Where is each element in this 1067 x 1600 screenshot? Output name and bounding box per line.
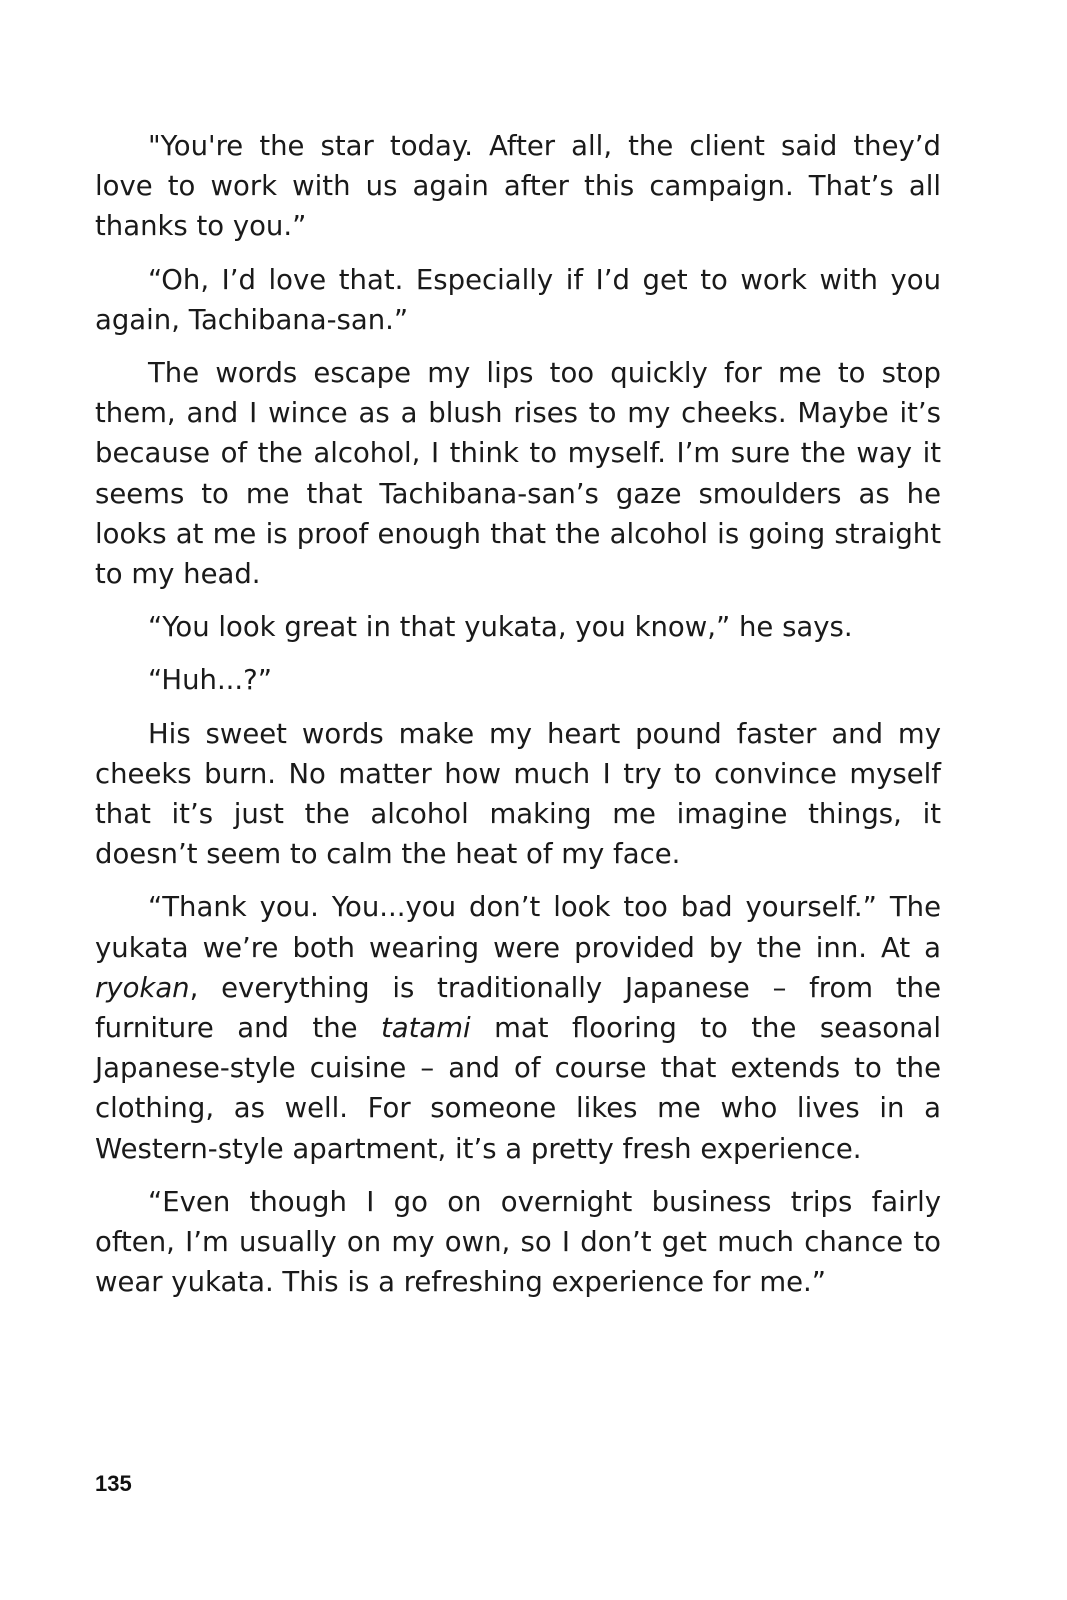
body-text: [95, 126, 941, 1315]
paragraph-2: “Oh, I’d love that. Especially if I’d get to work with you again, Tachibana-san.”: [95, 263, 941, 336]
paragraph-6: His sweet words make my heart pound faster and my cheeks burn. No matter how much I try to convince myself that it’s just the alcohol making me imagine things, it doesn’t seem to calm the heat of my face.: [95, 717, 941, 871]
paragraph-3: The words escape my lips too quickly for me to stop them, and I wince as a blush rises to my cheeks. Maybe it’s because of the alcohol, I think to myself. I’m sure the way it seems to me that Tachibana-san’s gaze smoulders as he looks at me is proof enough that the alcohol is going straight to my head.: [95, 357, 941, 591]
italic-term-tatami: tatami: [381, 1012, 471, 1045]
paragraph-4: “You look great in that yukata, you know,” he says.: [148, 611, 853, 644]
paragraph-5: “Huh...?”: [148, 664, 273, 697]
paragraph-8: “Even though I go on overnight business trips fairly often, I’m usually on my own, so I don’t get much chance to wear yukata. This is a refreshing experience for me.”: [95, 1185, 941, 1299]
paragraph-7: “Thank you. You...you don’t look too bad yourself.” The yukata we’re both wearing were provided by the inn. At a ryokan, everything is traditionally Japanese – from the furniture and the tatami mat flooring to the seasonal Japanese-style cuisine – and of course that extends to the clothing, as well. For someone likes me who lives in a Western-style apartment, it’s a pretty fresh experience.: [95, 891, 941, 1165]
italic-term-ryokan: ryokan: [95, 971, 190, 1004]
page-number: 135: [95, 1471, 132, 1496]
paragraph-1: "You're the star today. After all, the client said they’d love to work with us again after this campaign. That’s all thanks to you.”: [95, 130, 941, 243]
